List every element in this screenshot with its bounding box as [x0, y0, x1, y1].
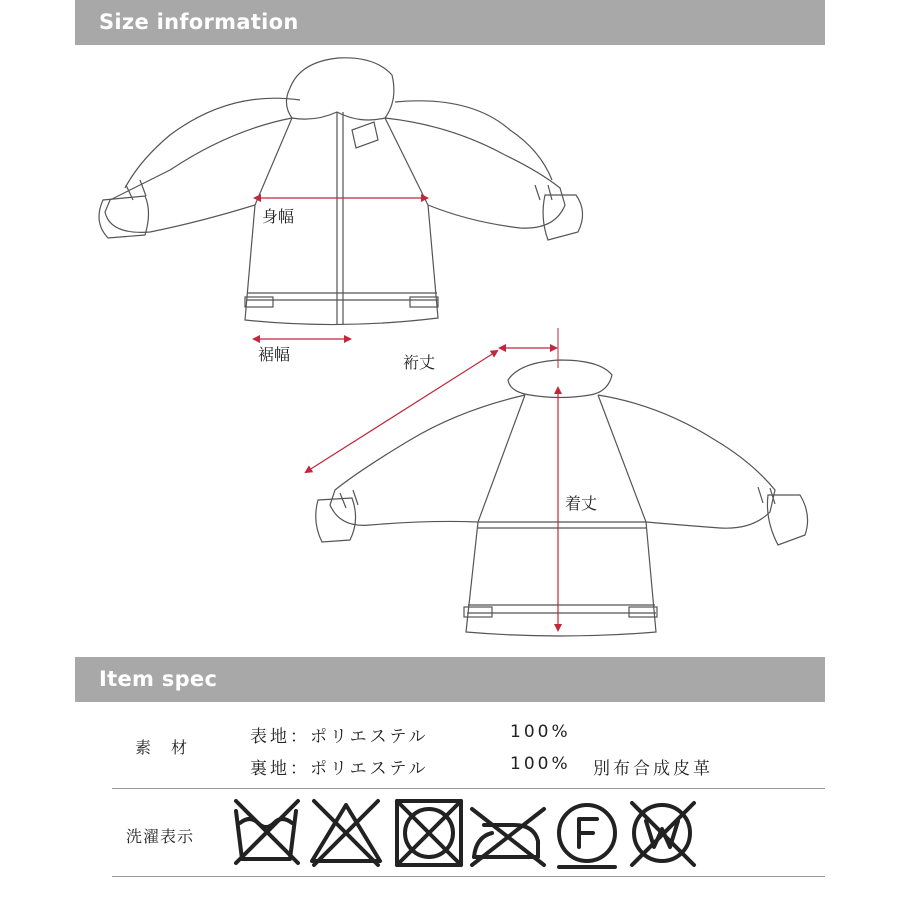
no-wash-icon: [236, 801, 298, 863]
jacket-size-diagram: [0, 45, 900, 645]
material-lining-percent: 100%: [510, 754, 571, 774]
no-bleach-icon: [312, 801, 380, 865]
spec-bottom-divider: [112, 876, 825, 877]
care-label: 洗濯表示: [126, 827, 195, 846]
sleeve-length-label: 裄丈: [403, 353, 436, 372]
item-spec-title: Item spec: [99, 667, 218, 691]
material-lining-note: 別布合成皮革: [593, 759, 713, 779]
material-lining: 裏地：ポリエステル: [250, 759, 429, 779]
no-wet-clean-icon: [632, 803, 694, 865]
front-jacket-drawing: [99, 58, 583, 325]
no-tumble-dry-icon: [397, 801, 461, 865]
care-symbols: [232, 797, 702, 869]
back-measure-arrows: [306, 328, 558, 630]
size-information-header: [75, 0, 825, 45]
dry-clean-f-icon: [559, 805, 615, 867]
material-label: 素 材: [135, 738, 190, 757]
hem-width-label: 裾幅: [258, 345, 291, 364]
size-information-title: Size information: [99, 10, 299, 34]
item-spec-header: [75, 657, 825, 702]
back-jacket-drawing: [316, 360, 808, 636]
no-iron-icon: [472, 809, 544, 865]
length-label: 着丈: [565, 494, 598, 513]
material-outer: 表地：ポリエステル: [250, 727, 429, 747]
body-width-label: 身幅: [262, 207, 295, 226]
spec-divider: [112, 788, 825, 789]
material-outer-percent: 100%: [510, 722, 571, 742]
